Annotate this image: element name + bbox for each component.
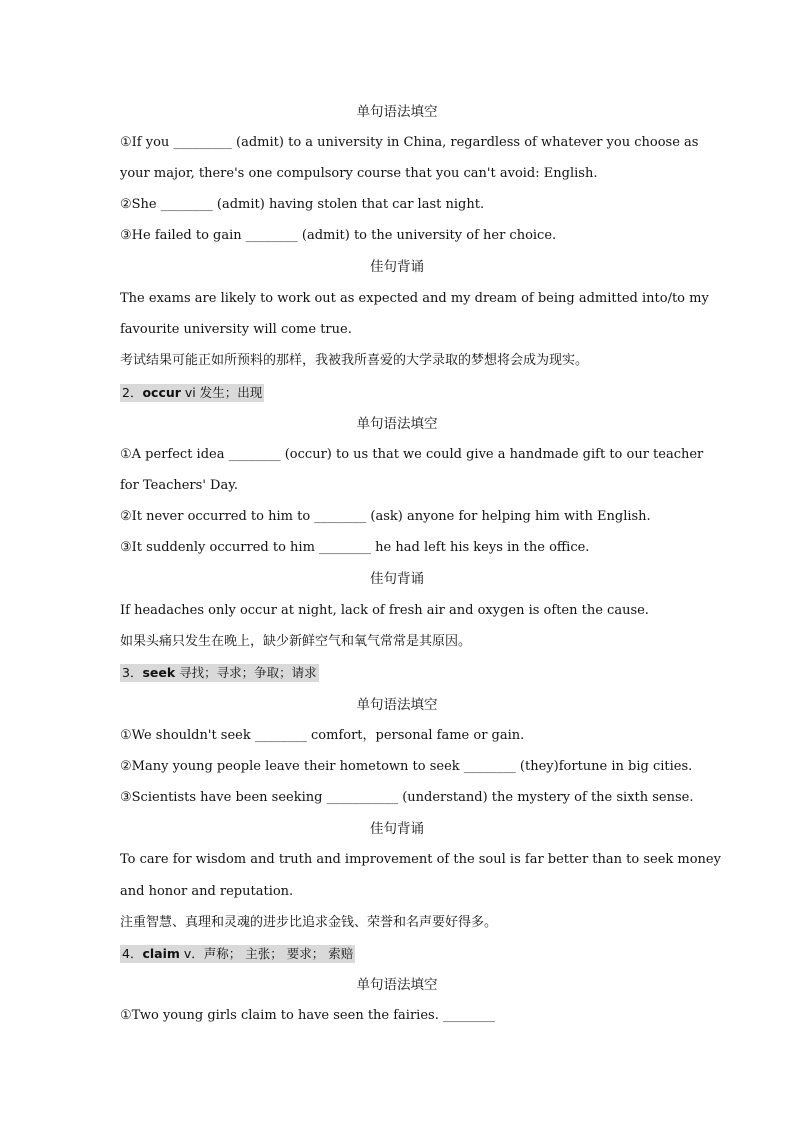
exercise-line: ③It suddenly occurred to him ________ he had left his keys in the office. <box>120 540 590 555</box>
exercise-line: for Teachers' Day. <box>120 478 238 493</box>
section-title: 单句语法填空 <box>356 977 438 993</box>
recite-title: 佳句背诵 <box>370 821 424 837</box>
section-title: 单句语法填空 <box>356 697 438 713</box>
vocab-definition: 寻找；寻求；争取；请求 <box>175 665 317 680</box>
recite-title: 佳句背诵 <box>370 571 424 587</box>
vocab-definition: v．声称； 主张； 要求； 索赔 <box>179 946 354 961</box>
vocab-heading-highlight <box>120 945 355 963</box>
exercise-line: ①If you _________ (admit) to a university in China, regardless of whatever you choose as <box>120 135 699 150</box>
recite-chinese: 考试结果可能正如所预料的那样，我被我所喜爱的大学录取的梦想将会成为现实。 <box>120 353 589 368</box>
recite-english: favourite university will come true. <box>120 322 352 337</box>
vocab-heading <box>120 384 680 403</box>
recite-chinese: 注重智慧、真理和灵魂的进步比追求金钱、荣誉和名声要好得多。 <box>120 915 498 930</box>
vocab-word: claim <box>142 946 180 961</box>
recite-english: To care for wisdom and truth and improvement of the soul is far better than to seek money <box>120 852 721 867</box>
vocab-word: seek <box>142 665 176 680</box>
vocab-heading <box>120 945 680 964</box>
section-title: 单句语法填空 <box>356 416 438 432</box>
recite-chinese: 如果头痛只发生在晚上，缺少新鲜空气和氧气常常是其原因。 <box>120 634 472 649</box>
vocab-definition: vi 发生；出现 <box>180 385 263 400</box>
exercise-line: ①We shouldn't seek ________ comfort，personal fame or gain. <box>120 728 525 743</box>
vocab-heading-highlight <box>120 384 264 402</box>
exercise-line: ②She ________ (admit) having stolen that car last night. <box>120 197 485 212</box>
vocab-number: 2． <box>122 385 143 400</box>
exercise-line: your major, there's one compulsory course that you can't avoid: English. <box>120 166 598 181</box>
vocab-word: occur <box>142 385 181 400</box>
exercise-line: ③He failed to gain ________ (admit) to the university of her choice. <box>120 228 557 243</box>
exercise-line: ②It never occurred to him to ________ (ask) anyone for helping him with English. <box>120 509 651 524</box>
recite-english: The exams are likely to work out as expected and my dream of being admitted into/to my <box>120 291 709 306</box>
vocab-heading-highlight <box>120 664 319 682</box>
exercise-line: ③Scientists have been seeking ___________ (understand) the mystery of the sixth sense. <box>120 790 694 805</box>
exercise-line: ①A perfect idea ________ (occur) to us that we could give a handmade gift to our teacher <box>120 447 704 462</box>
vocab-number: 3． <box>122 665 143 680</box>
recite-english: and honor and reputation. <box>120 884 294 899</box>
exercise-line: ②Many young people leave their hometown to seek ________ (they)fortune in big cities. <box>120 759 693 774</box>
section-title: 单句语法填空 <box>356 104 438 120</box>
recite-english: If headaches only occur at night, lack of fresh air and oxygen is often the cause. <box>120 603 649 618</box>
vocab-number: 4． <box>122 946 143 961</box>
exercise-line: ①Two young girls claim to have seen the fairies. ________ <box>120 1008 495 1023</box>
recite-title: 佳句背诵 <box>370 259 424 275</box>
vocab-heading <box>120 664 680 683</box>
